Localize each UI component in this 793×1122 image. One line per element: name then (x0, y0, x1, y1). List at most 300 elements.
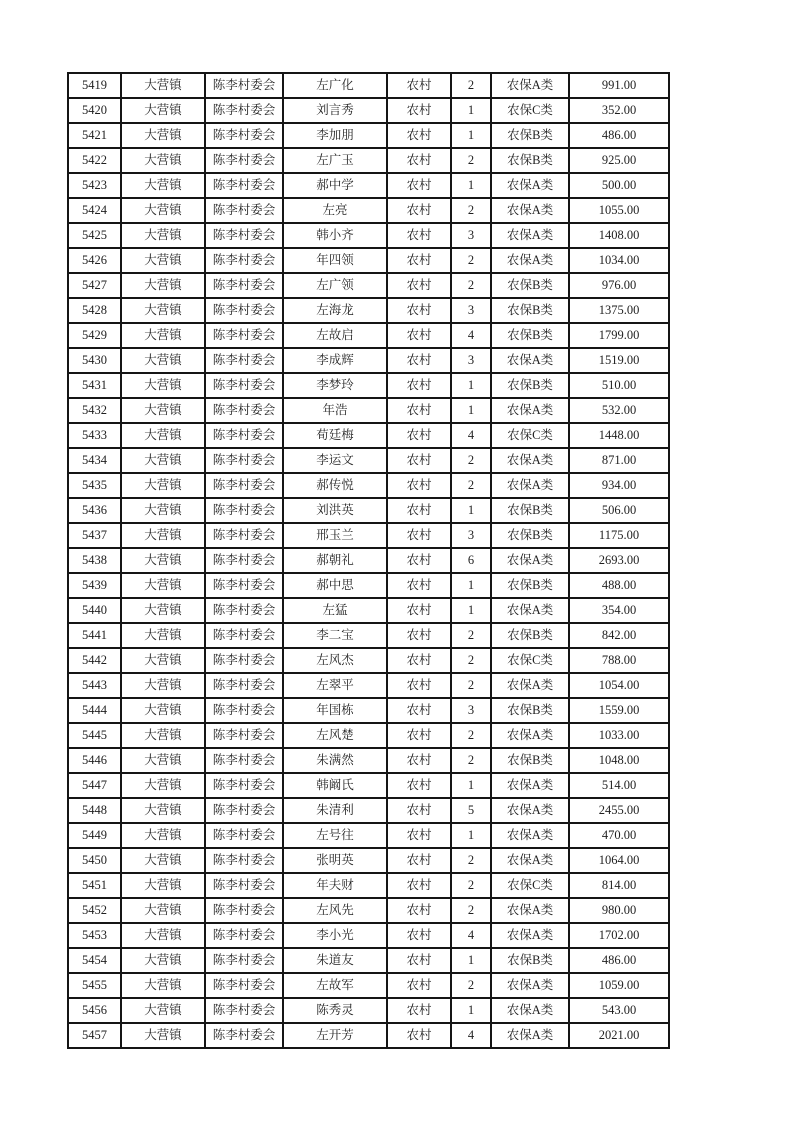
household-category-cell: 农村 (387, 623, 451, 648)
serial-number-cell: 5437 (68, 523, 121, 548)
table-row (68, 748, 669, 773)
town-cell: 大营镇 (121, 823, 205, 848)
person-name-cell: 左广玉 (283, 148, 387, 173)
person-name-cell: 张明英 (283, 848, 387, 873)
serial-number-cell: 5427 (68, 273, 121, 298)
serial-number-cell: 5445 (68, 723, 121, 748)
serial-number-cell: 5448 (68, 798, 121, 823)
amount-cell: 1033.00 (569, 723, 669, 748)
amount-cell: 976.00 (569, 273, 669, 298)
insurance-class-cell: 农保C类 (491, 423, 569, 448)
table-row (68, 598, 669, 623)
person-count-cell: 2 (451, 848, 491, 873)
serial-number-cell: 5431 (68, 373, 121, 398)
table-row (68, 148, 669, 173)
person-name-cell: 韩小齐 (283, 223, 387, 248)
household-category-cell: 农村 (387, 448, 451, 473)
household-category-cell: 农村 (387, 348, 451, 373)
person-name-cell: 刘洪英 (283, 498, 387, 523)
town-cell: 大营镇 (121, 848, 205, 873)
serial-number-cell: 5421 (68, 123, 121, 148)
table-row (68, 423, 669, 448)
serial-number-cell: 5435 (68, 473, 121, 498)
insurance-class-cell: 农保A类 (491, 473, 569, 498)
town-cell: 大营镇 (121, 423, 205, 448)
amount-cell: 543.00 (569, 998, 669, 1023)
household-category-cell: 农村 (387, 273, 451, 298)
serial-number-cell: 5444 (68, 698, 121, 723)
amount-cell: 1048.00 (569, 748, 669, 773)
household-category-cell: 农村 (387, 473, 451, 498)
serial-number-cell: 5453 (68, 923, 121, 948)
serial-number-cell: 5422 (68, 148, 121, 173)
person-count-cell: 1 (451, 598, 491, 623)
person-count-cell: 2 (451, 873, 491, 898)
serial-number-cell: 5452 (68, 898, 121, 923)
insurance-class-cell: 农保B类 (491, 273, 569, 298)
household-category-cell: 农村 (387, 98, 451, 123)
village-committee-cell: 陈李村委会 (205, 1023, 283, 1048)
household-category-cell: 农村 (387, 973, 451, 998)
table-body (68, 73, 669, 1048)
amount-cell: 2455.00 (569, 798, 669, 823)
town-cell: 大营镇 (121, 248, 205, 273)
table-row (68, 1023, 669, 1048)
table-row (68, 123, 669, 148)
village-committee-cell: 陈李村委会 (205, 498, 283, 523)
insurance-class-cell: 农保A类 (491, 1023, 569, 1048)
person-count-cell: 1 (451, 573, 491, 598)
household-category-cell: 农村 (387, 548, 451, 573)
household-category-cell: 农村 (387, 173, 451, 198)
table-row (68, 98, 669, 123)
amount-cell: 532.00 (569, 398, 669, 423)
insurance-class-cell: 农保A类 (491, 73, 569, 98)
town-cell: 大营镇 (121, 173, 205, 198)
household-category-cell: 农村 (387, 423, 451, 448)
person-count-cell: 1 (451, 823, 491, 848)
insurance-class-cell: 农保A类 (491, 398, 569, 423)
amount-cell: 2021.00 (569, 1023, 669, 1048)
amount-cell: 354.00 (569, 598, 669, 623)
person-count-cell: 1 (451, 998, 491, 1023)
table-row (68, 273, 669, 298)
serial-number-cell: 5424 (68, 198, 121, 223)
village-committee-cell: 陈李村委会 (205, 548, 283, 573)
serial-number-cell: 5447 (68, 773, 121, 798)
table-row (68, 773, 669, 798)
person-count-cell: 5 (451, 798, 491, 823)
serial-number-cell: 5457 (68, 1023, 121, 1048)
insurance-class-cell: 农保A类 (491, 798, 569, 823)
insurance-class-cell: 农保C类 (491, 873, 569, 898)
insurance-class-cell: 农保A类 (491, 173, 569, 198)
household-category-cell: 农村 (387, 198, 451, 223)
village-committee-cell: 陈李村委会 (205, 823, 283, 848)
insurance-class-cell: 农保A类 (491, 548, 569, 573)
village-committee-cell: 陈李村委会 (205, 198, 283, 223)
village-committee-cell: 陈李村委会 (205, 773, 283, 798)
town-cell: 大营镇 (121, 623, 205, 648)
amount-cell: 488.00 (569, 573, 669, 598)
village-committee-cell: 陈李村委会 (205, 173, 283, 198)
table-row (68, 923, 669, 948)
table-row (68, 848, 669, 873)
person-count-cell: 4 (451, 923, 491, 948)
village-committee-cell: 陈李村委会 (205, 923, 283, 948)
table-row (68, 298, 669, 323)
village-committee-cell: 陈李村委会 (205, 98, 283, 123)
household-category-cell: 农村 (387, 223, 451, 248)
person-name-cell: 李小光 (283, 923, 387, 948)
amount-cell: 1059.00 (569, 973, 669, 998)
amount-cell: 925.00 (569, 148, 669, 173)
village-committee-cell: 陈李村委会 (205, 523, 283, 548)
insurance-class-cell: 农保B类 (491, 148, 569, 173)
table-row (68, 948, 669, 973)
person-count-cell: 2 (451, 973, 491, 998)
insurance-class-cell: 农保A类 (491, 723, 569, 748)
person-count-cell: 4 (451, 1023, 491, 1048)
insurance-class-cell: 农保B类 (491, 573, 569, 598)
town-cell: 大营镇 (121, 323, 205, 348)
person-count-cell: 2 (451, 623, 491, 648)
person-name-cell: 左号往 (283, 823, 387, 848)
person-name-cell: 年国栋 (283, 698, 387, 723)
serial-number-cell: 5449 (68, 823, 121, 848)
insurance-class-cell: 农保B类 (491, 123, 569, 148)
person-name-cell: 郝朝礼 (283, 548, 387, 573)
amount-cell: 980.00 (569, 898, 669, 923)
amount-cell: 500.00 (569, 173, 669, 198)
table-row (68, 323, 669, 348)
table-row (68, 998, 669, 1023)
person-count-cell: 1 (451, 98, 491, 123)
person-name-cell: 年浩 (283, 398, 387, 423)
household-category-cell: 农村 (387, 598, 451, 623)
table-row (68, 223, 669, 248)
person-count-cell: 2 (451, 73, 491, 98)
village-committee-cell: 陈李村委会 (205, 223, 283, 248)
insurance-class-cell: 农保A类 (491, 223, 569, 248)
village-committee-cell: 陈李村委会 (205, 973, 283, 998)
table-row (68, 523, 669, 548)
town-cell: 大营镇 (121, 348, 205, 373)
person-name-cell: 左亮 (283, 198, 387, 223)
household-category-cell: 农村 (387, 948, 451, 973)
amount-cell: 514.00 (569, 773, 669, 798)
serial-number-cell: 5455 (68, 973, 121, 998)
village-committee-cell: 陈李村委会 (205, 323, 283, 348)
insurance-class-cell: 农保A类 (491, 448, 569, 473)
person-name-cell: 年夫财 (283, 873, 387, 898)
insurance-class-cell: 农保B类 (491, 373, 569, 398)
insurance-class-cell: 农保A类 (491, 973, 569, 998)
person-name-cell: 李加朋 (283, 123, 387, 148)
insurance-class-cell: 农保A类 (491, 673, 569, 698)
amount-cell: 871.00 (569, 448, 669, 473)
person-name-cell: 左风楚 (283, 723, 387, 748)
village-committee-cell: 陈李村委会 (205, 673, 283, 698)
village-committee-cell: 陈李村委会 (205, 798, 283, 823)
amount-cell: 352.00 (569, 98, 669, 123)
town-cell: 大营镇 (121, 673, 205, 698)
village-committee-cell: 陈李村委会 (205, 848, 283, 873)
village-committee-cell: 陈李村委会 (205, 598, 283, 623)
town-cell: 大营镇 (121, 798, 205, 823)
amount-cell: 1064.00 (569, 848, 669, 873)
town-cell: 大营镇 (121, 148, 205, 173)
table-row (68, 898, 669, 923)
serial-number-cell: 5441 (68, 623, 121, 648)
person-name-cell: 郝中思 (283, 573, 387, 598)
village-committee-cell: 陈李村委会 (205, 948, 283, 973)
household-category-cell: 农村 (387, 523, 451, 548)
table-row (68, 723, 669, 748)
town-cell: 大营镇 (121, 898, 205, 923)
serial-number-cell: 5443 (68, 673, 121, 698)
person-count-cell: 3 (451, 523, 491, 548)
amount-cell: 470.00 (569, 823, 669, 848)
village-committee-cell: 陈李村委会 (205, 998, 283, 1023)
town-cell: 大营镇 (121, 748, 205, 773)
person-name-cell: 朱满然 (283, 748, 387, 773)
insurance-class-cell: 农保A类 (491, 773, 569, 798)
town-cell: 大营镇 (121, 123, 205, 148)
town-cell: 大营镇 (121, 648, 205, 673)
town-cell: 大营镇 (121, 273, 205, 298)
amount-cell: 934.00 (569, 473, 669, 498)
person-name-cell: 郝传悦 (283, 473, 387, 498)
serial-number-cell: 5430 (68, 348, 121, 373)
village-committee-cell: 陈李村委会 (205, 123, 283, 148)
village-committee-cell: 陈李村委会 (205, 148, 283, 173)
amount-cell: 1055.00 (569, 198, 669, 223)
household-category-cell: 农村 (387, 773, 451, 798)
serial-number-cell: 5423 (68, 173, 121, 198)
serial-number-cell: 5440 (68, 598, 121, 623)
person-name-cell: 陈秀灵 (283, 998, 387, 1023)
table-row (68, 873, 669, 898)
amount-cell: 486.00 (569, 948, 669, 973)
amount-cell: 2693.00 (569, 548, 669, 573)
table-row (68, 698, 669, 723)
serial-number-cell: 5451 (68, 873, 121, 898)
village-committee-cell: 陈李村委会 (205, 298, 283, 323)
household-category-cell: 农村 (387, 373, 451, 398)
person-count-cell: 1 (451, 398, 491, 423)
person-name-cell: 李梦玲 (283, 373, 387, 398)
amount-cell: 1054.00 (569, 673, 669, 698)
village-committee-cell: 陈李村委会 (205, 723, 283, 748)
table-row (68, 348, 669, 373)
table-row (68, 823, 669, 848)
household-category-cell: 农村 (387, 823, 451, 848)
town-cell: 大营镇 (121, 523, 205, 548)
person-count-cell: 2 (451, 898, 491, 923)
person-count-cell: 2 (451, 148, 491, 173)
table-row (68, 648, 669, 673)
person-count-cell: 6 (451, 548, 491, 573)
table-row (68, 398, 669, 423)
serial-number-cell: 5433 (68, 423, 121, 448)
person-name-cell: 邢玉兰 (283, 523, 387, 548)
town-cell: 大营镇 (121, 73, 205, 98)
insurance-class-cell: 农保A类 (491, 823, 569, 848)
table-row (68, 573, 669, 598)
household-category-cell: 农村 (387, 848, 451, 873)
person-count-cell: 2 (451, 473, 491, 498)
person-name-cell: 左广领 (283, 273, 387, 298)
insurance-class-cell: 农保C类 (491, 648, 569, 673)
person-name-cell: 左风先 (283, 898, 387, 923)
town-cell: 大营镇 (121, 298, 205, 323)
table-row (68, 623, 669, 648)
insurance-class-cell: 农保A类 (491, 348, 569, 373)
insurance-class-cell: 农保A类 (491, 898, 569, 923)
person-count-cell: 3 (451, 298, 491, 323)
person-count-cell: 2 (451, 248, 491, 273)
serial-number-cell: 5450 (68, 848, 121, 873)
town-cell: 大营镇 (121, 598, 205, 623)
insurance-class-cell: 农保B类 (491, 623, 569, 648)
village-committee-cell: 陈李村委会 (205, 698, 283, 723)
insurance-class-cell: 农保B类 (491, 298, 569, 323)
serial-number-cell: 5438 (68, 548, 121, 573)
insurance-class-cell: 农保A类 (491, 248, 569, 273)
serial-number-cell: 5426 (68, 248, 121, 273)
village-committee-cell: 陈李村委会 (205, 748, 283, 773)
person-count-cell: 1 (451, 123, 491, 148)
pension-benefit-table (67, 72, 670, 1049)
amount-cell: 510.00 (569, 373, 669, 398)
amount-cell: 1702.00 (569, 923, 669, 948)
amount-cell: 788.00 (569, 648, 669, 673)
insurance-class-cell: 农保A类 (491, 998, 569, 1023)
table-row (68, 173, 669, 198)
household-category-cell: 农村 (387, 923, 451, 948)
village-committee-cell: 陈李村委会 (205, 873, 283, 898)
household-category-cell: 农村 (387, 673, 451, 698)
person-count-cell: 3 (451, 223, 491, 248)
person-count-cell: 1 (451, 773, 491, 798)
town-cell: 大营镇 (121, 1023, 205, 1048)
household-category-cell: 农村 (387, 123, 451, 148)
amount-cell: 1519.00 (569, 348, 669, 373)
town-cell: 大营镇 (121, 723, 205, 748)
table-row (68, 473, 669, 498)
household-category-cell: 农村 (387, 1023, 451, 1048)
town-cell: 大营镇 (121, 973, 205, 998)
insurance-class-cell: 农保B类 (491, 698, 569, 723)
household-category-cell: 农村 (387, 323, 451, 348)
serial-number-cell: 5429 (68, 323, 121, 348)
person-count-cell: 2 (451, 198, 491, 223)
insurance-class-cell: 农保A类 (491, 848, 569, 873)
serial-number-cell: 5420 (68, 98, 121, 123)
amount-cell: 1408.00 (569, 223, 669, 248)
person-count-cell: 2 (451, 748, 491, 773)
amount-cell: 1559.00 (569, 698, 669, 723)
person-name-cell: 左猛 (283, 598, 387, 623)
amount-cell: 1375.00 (569, 298, 669, 323)
table-row (68, 973, 669, 998)
serial-number-cell: 5456 (68, 998, 121, 1023)
insurance-class-cell: 农保B类 (491, 948, 569, 973)
town-cell: 大营镇 (121, 923, 205, 948)
village-committee-cell: 陈李村委会 (205, 623, 283, 648)
insurance-class-cell: 农保A类 (491, 198, 569, 223)
person-count-cell: 2 (451, 448, 491, 473)
household-category-cell: 农村 (387, 698, 451, 723)
amount-cell: 506.00 (569, 498, 669, 523)
village-committee-cell: 陈李村委会 (205, 248, 283, 273)
town-cell: 大营镇 (121, 698, 205, 723)
serial-number-cell: 5436 (68, 498, 121, 523)
household-category-cell: 农村 (387, 873, 451, 898)
person-name-cell: 左广化 (283, 73, 387, 98)
table-row (68, 198, 669, 223)
insurance-class-cell: 农保B类 (491, 323, 569, 348)
serial-number-cell: 5425 (68, 223, 121, 248)
table-row (68, 798, 669, 823)
town-cell: 大营镇 (121, 773, 205, 798)
town-cell: 大营镇 (121, 198, 205, 223)
village-committee-cell: 陈李村委会 (205, 423, 283, 448)
serial-number-cell: 5432 (68, 398, 121, 423)
household-category-cell: 农村 (387, 573, 451, 598)
person-count-cell: 4 (451, 323, 491, 348)
person-count-cell: 3 (451, 348, 491, 373)
table-row (68, 73, 669, 98)
person-name-cell: 李二宝 (283, 623, 387, 648)
serial-number-cell: 5454 (68, 948, 121, 973)
town-cell: 大营镇 (121, 998, 205, 1023)
serial-number-cell: 5442 (68, 648, 121, 673)
insurance-class-cell: 农保B类 (491, 748, 569, 773)
serial-number-cell: 5419 (68, 73, 121, 98)
person-name-cell: 左翠平 (283, 673, 387, 698)
town-cell: 大营镇 (121, 373, 205, 398)
person-name-cell: 荀廷梅 (283, 423, 387, 448)
person-name-cell: 左开芳 (283, 1023, 387, 1048)
person-count-cell: 2 (451, 273, 491, 298)
person-name-cell: 刘言秀 (283, 98, 387, 123)
table-row (68, 248, 669, 273)
amount-cell: 842.00 (569, 623, 669, 648)
serial-number-cell: 5439 (68, 573, 121, 598)
amount-cell: 1175.00 (569, 523, 669, 548)
household-category-cell: 农村 (387, 798, 451, 823)
village-committee-cell: 陈李村委会 (205, 473, 283, 498)
table-row (68, 548, 669, 573)
person-count-cell: 1 (451, 948, 491, 973)
person-count-cell: 2 (451, 723, 491, 748)
village-committee-cell: 陈李村委会 (205, 898, 283, 923)
person-name-cell: 韩阚氏 (283, 773, 387, 798)
table-row (68, 373, 669, 398)
household-category-cell: 农村 (387, 148, 451, 173)
person-name-cell: 朱清利 (283, 798, 387, 823)
town-cell: 大营镇 (121, 223, 205, 248)
village-committee-cell: 陈李村委会 (205, 648, 283, 673)
insurance-class-cell: 农保B类 (491, 523, 569, 548)
table-row (68, 498, 669, 523)
household-category-cell: 农村 (387, 748, 451, 773)
insurance-class-cell: 农保A类 (491, 598, 569, 623)
village-committee-cell: 陈李村委会 (205, 373, 283, 398)
person-name-cell: 左风杰 (283, 648, 387, 673)
